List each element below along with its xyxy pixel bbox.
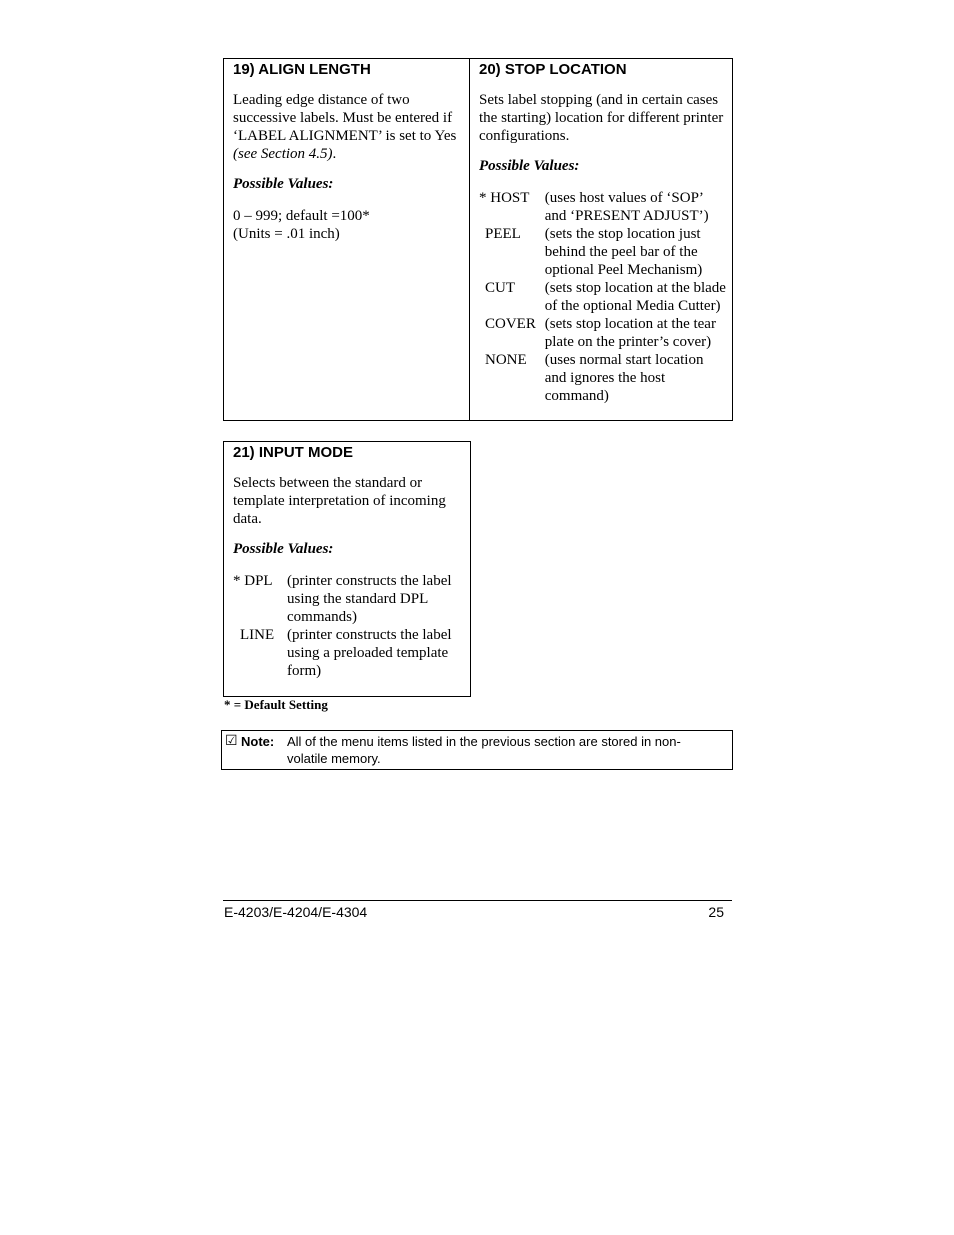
- note-label: Note:: [241, 734, 275, 749]
- value-row: [479, 225, 728, 279]
- section-reference: (see Section 4.5): [233, 146, 333, 162]
- stop-location-values: [479, 189, 728, 405]
- footer-page-number: 25: [708, 904, 724, 920]
- value-description: (printer constructs the label using a preloaded template form): [287, 627, 452, 679]
- value-key: CUT: [485, 280, 515, 296]
- align-length-description: Leading edge distance of two successive labels. Must be entered if ‘LABEL ALIGNMENT’ is set to Yes (see Section 4.5).: [233, 92, 457, 162]
- stop-location-description: Sets label stopping (and in certain cases the starting) location for different printer configurations.: [479, 92, 724, 144]
- value-key: * DPL: [233, 573, 273, 589]
- stop-location-box: [469, 58, 733, 421]
- value-row: [479, 189, 728, 225]
- input-mode-values: [233, 572, 461, 680]
- value-row: [479, 351, 728, 405]
- value-description: (uses host values of ‘SOP’ and ‘PRESENT ADJUST’): [544, 190, 709, 224]
- align-length-title: 19) ALIGN LENGTH: [233, 61, 371, 78]
- value-row: [479, 279, 728, 315]
- footer-rule: [223, 900, 732, 901]
- possible-values-label: Possible Values:: [233, 176, 334, 192]
- input-mode-title: 21) INPUT MODE: [233, 444, 354, 461]
- input-mode-box: [223, 441, 471, 697]
- align-length-box: [223, 58, 470, 421]
- default-setting-legend: * = Default Setting: [224, 697, 328, 712]
- value-description: (sets stop location at the tear plate on the printer’s cover): [544, 316, 716, 350]
- note-box: [221, 730, 733, 770]
- value-key: COVER: [485, 316, 536, 332]
- value-row: [233, 572, 461, 626]
- value-key: LINE: [240, 627, 275, 643]
- value-row: [233, 626, 461, 680]
- align-length-range: 0 – 999; default =100*: [233, 208, 370, 224]
- value-row: [479, 315, 728, 351]
- checkbox-icon: ☑: [225, 733, 238, 749]
- align-length-units: (Units = .01 inch): [233, 226, 340, 242]
- value-description: (sets the stop location just behind the peel bar of the optional Peel Mechanism): [544, 226, 703, 278]
- footer-document-id: E-4203/E-4204/E-4304: [224, 904, 368, 920]
- value-key: PEEL: [485, 226, 521, 242]
- value-key: NONE: [485, 352, 527, 368]
- value-description: (uses normal start location and ignores the host command): [544, 352, 704, 404]
- value-description: (printer constructs the label using the standard DPL commands): [287, 573, 452, 625]
- value-key: * HOST: [479, 190, 530, 206]
- possible-values-label: Possible Values:: [479, 158, 580, 174]
- possible-values-label: Possible Values:: [233, 541, 334, 557]
- note-text: All of the menu items listed in the previous section are stored in non-volatile memory.: [287, 734, 681, 766]
- stop-location-title: 20) STOP LOCATION: [479, 61, 627, 78]
- input-mode-description: Selects between the standard or template interpretation of incoming data.: [233, 475, 446, 527]
- value-description: (sets stop location at the blade of the optional Media Cutter): [544, 280, 726, 314]
